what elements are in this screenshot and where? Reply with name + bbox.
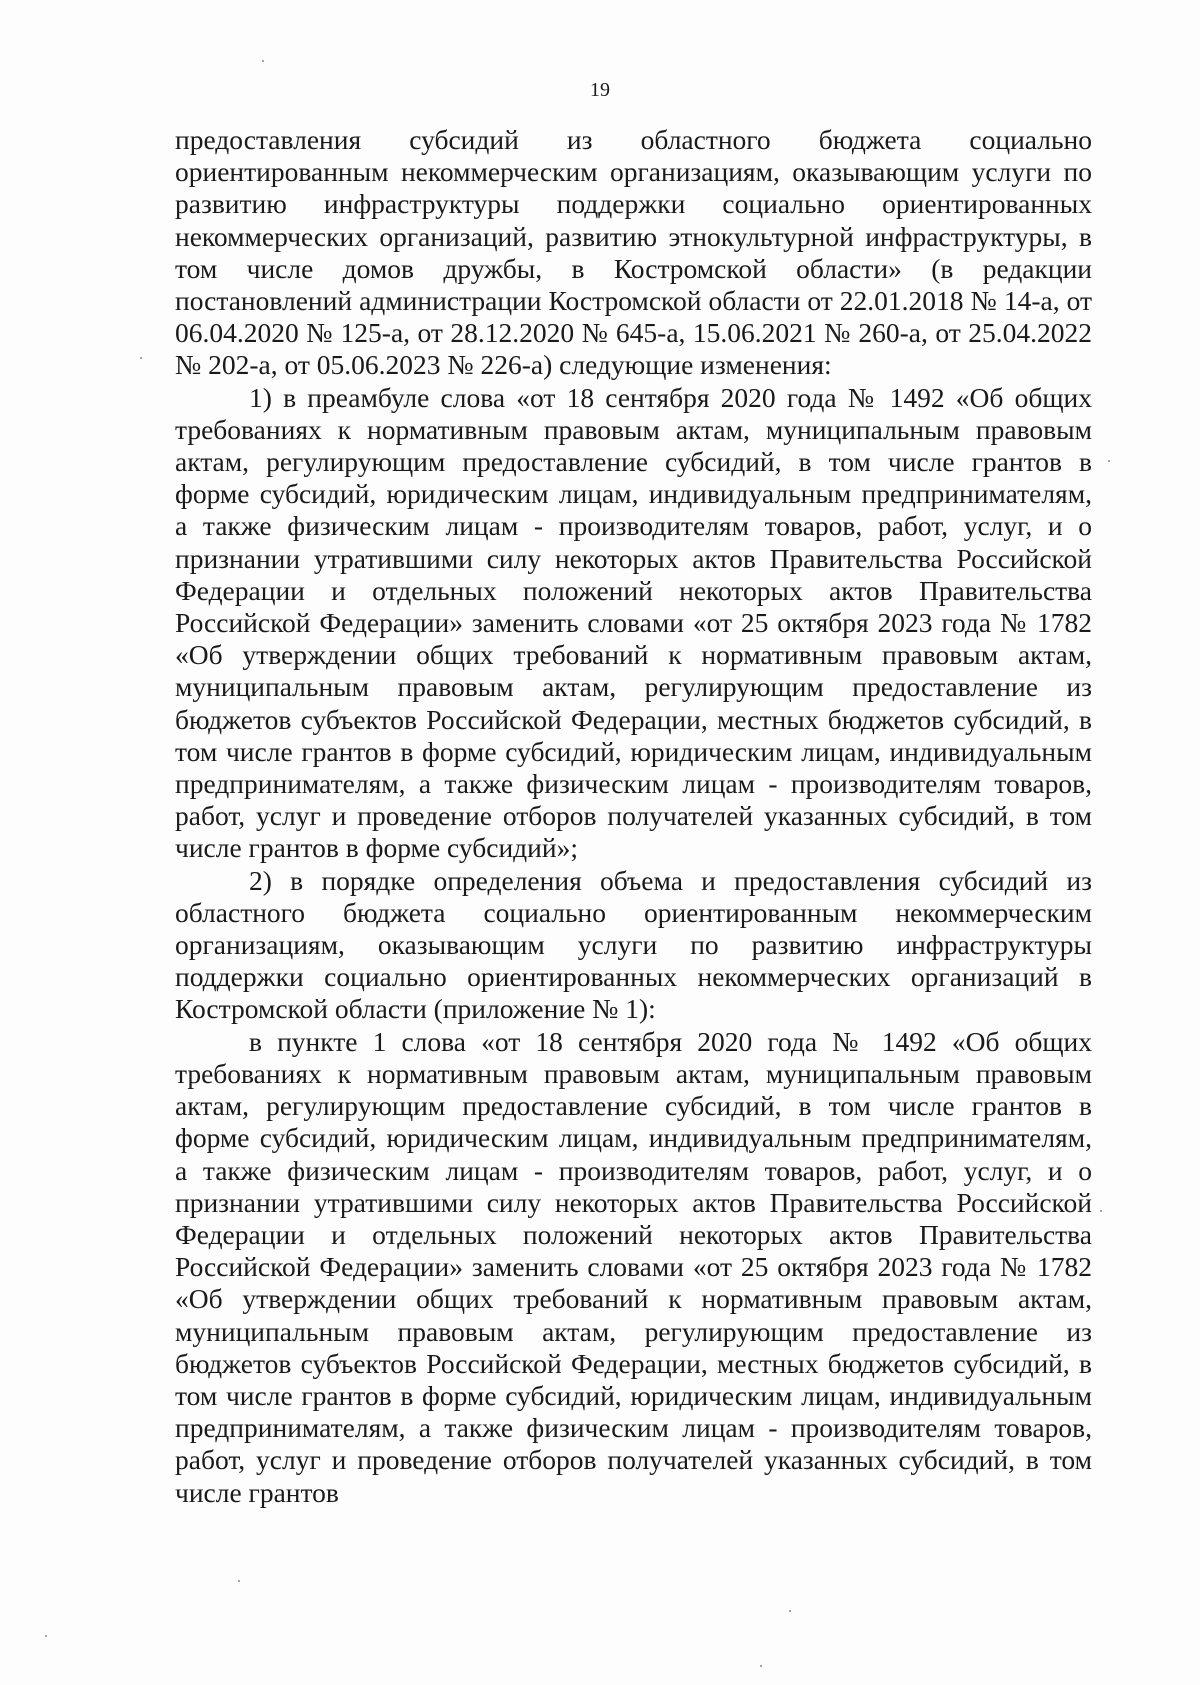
paragraph-intro: предоставления субсидий из областного бюджета социально ориентированным некоммерческим организациям, оказывающим услуги по развитию инфраструктуры поддержки социально ориентированных некоммерческих организаций, развитию этнокультурной инфраструктуры, в том числе домов дружбы, в Костромской области» (в редакции постановлений администрации Костромской области от 22.01.2018 № 14-а, от 06.04.2020 № 125-а, от 28.12.2020 № 645-а, 15.06.2021 № 260-а, от 25.04.2022 № 202-а, от 05.06.2023 № 226-а) следующие изменения: [175,124,1092,381]
paragraph-item-1: 1) в преамбуле слова «от 18 сентября 2020 года № 1492 «Об общих требованиях к нормативным правовым актам, муниципальным правовым актам, регулирующим предоставление субсидий, в том числе грантов в форме субсидий, юридическим лицам, индивидуальным предпринимателям, а также физическим лицам - производителям товаров, работ, услуг, и о признании утратившими силу некоторых актов Правительства Российской Федерации и отдельных положений некоторых актов Правительства Российской Федерации» заменить словами «от 25 октября 2023 года № 1782 «Об утверждении общих требований к нормативным правовым актам, муниципальным правовым актам, регулирующим предоставление из бюджетов субъектов Российской Федерации, местных бюджетов субсидий, в том числе грантов в форме субсидий, юридическим лицам, индивидуальным предпринимателям, а также физическим лицам - производителям товаров, работ, услуг и проведение отборов получателей указанных субсидий, в том числе грантов в форме субсидий»; [175,381,1092,864]
document-body [175,124,1092,1509]
page-number: 19 [590,79,610,101]
scan-speck [262,60,264,62]
scan-speck [760,1665,762,1667]
paragraph-clause-1: в пункте 1 слова «от 18 сентября 2020 года № 1492 «Об общих требованиях к нормативным правовым актам, муниципальным правовым актам, регулирующим предоставление субсидий, в том числе грантов в форме субсидий, юридическим лицам, индивидуальным предпринимателям, а также физическим лицам - производителям товаров, работ, услуг, и о признании утратившими силу некоторых актов Правительства Российской Федерации и отдельных положений некоторых актов Правительства Российской Федерации» заменить словами «от 25 октября 2023 года № 1782 «Об утверждении общих требований к нормативным правовым актам, муниципальным правовым актам, регулирующим предоставление из бюджетов субъектов Российской Федерации, местных бюджетов субсидий, в том числе грантов в форме субсидий, юридическим лицам, индивидуальным предпринимателям, а также физическим лицам - производителям товаров, работ, услуг и проведение отборов получателей указанных субсидий, в том числе грантов [175,1025,1092,1508]
scan-speck [1100,1210,1102,1212]
scan-speck [45,1635,47,1637]
scan-speck [789,1610,791,1612]
scan-speck [140,357,142,359]
scan-speck [1108,460,1110,462]
scan-speck [238,1580,240,1582]
paragraph-item-2: 2) в порядке определения объема и предоставления субсидий из областного бюджета социально ориентированным некоммерческим организациям, оказывающим услуги по развитию инфраструктуры поддержки социально ориентированных некоммерческих организаций в Костромской области (приложение № 1): [175,864,1092,1025]
